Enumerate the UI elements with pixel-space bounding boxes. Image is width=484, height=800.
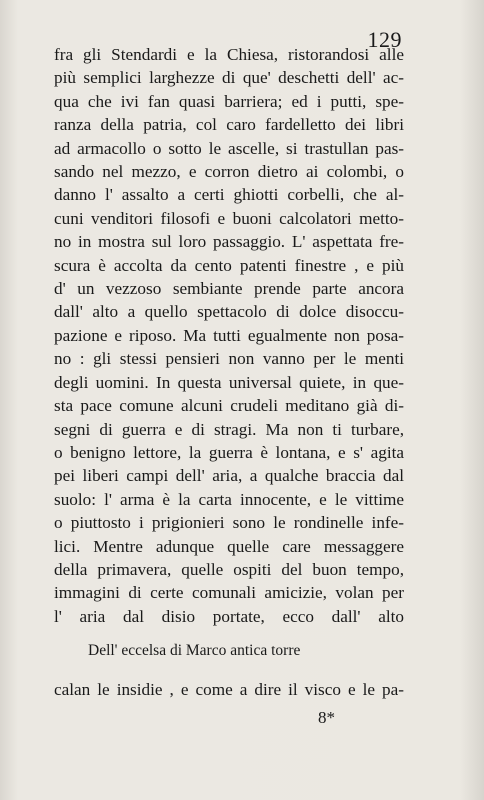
text-line: segni di guerra e di stragi. Ma non ti turbare,: [54, 419, 404, 439]
text-line: dall' alto a quello spettacolo di dolce disoccu-: [54, 302, 404, 322]
text-line: ad armacollo o sotto le ascelle, si trastullan pas-: [54, 138, 404, 158]
text-line: fra gli Stendardi e la Chiesa, ristorandosi alle: [54, 45, 404, 64]
text-line: ranza della patria, col caro fardelletto dei libri: [54, 115, 404, 135]
text-line: immagini di certe comunali amicizie, volan per: [54, 583, 404, 603]
signature-mark: 8*: [318, 708, 335, 727]
body-paragraph: [54, 43, 404, 628]
text-line: suolo: l' arma è la carta innocente, e le vittime: [54, 489, 404, 509]
text-line: danno l' assalto a certi ghiotti corbelli, che al-: [54, 185, 404, 205]
text-line: degli uomini. In questa universal quiete, in que-: [54, 372, 404, 392]
text-line: o benigno lettore, la guerra è lontana, e s' agita: [54, 442, 404, 462]
page-number: 129: [367, 27, 402, 52]
text-line: più semplici larghezze di que' deschetti dell' ac-: [54, 68, 404, 88]
text-line: o piuttosto i prigionieri sono le rondinelle infe-: [54, 513, 404, 533]
text-line: pazione e riposo. Ma tutti egualmente non posa-: [54, 325, 404, 345]
text-line: cuni venditori filosofi e buoni calcolatori metto-: [54, 208, 404, 228]
text-line: scura è accolta da cento patenti finestre , e più: [54, 255, 404, 275]
continuation-line: calan le insidie , e come a dire il visco e le pa-: [54, 680, 404, 699]
verse-quotation: Dell' eccelsa di Marco antica torre: [88, 642, 301, 659]
text-line: qua che ivi fan quasi barriera; ed i putti, spe-: [54, 91, 404, 111]
text-line: no : gli stessi pensieri non vanno per le menti: [54, 349, 404, 369]
text-line: sando nel mezzo, e corron dietro ai colombi, o: [54, 162, 404, 182]
text-line: della primavera, quelle ospiti del buon tempo,: [54, 559, 404, 579]
text-line: lici. Mentre adunque quelle care messaggere: [54, 536, 404, 556]
text-line: no in mostra sul loro passaggio. L' aspettata fre-: [54, 232, 404, 252]
text-line: pei liberi campi dell' aria, a qualche braccia dal: [54, 466, 404, 486]
text-line: l' aria dal disio portate, ecco dall' alto: [54, 606, 404, 626]
text-line: sta pace comune alcuni crudeli meditano già di-: [54, 396, 404, 416]
text-line: d' un vezzoso sembiante prende parte ancora: [54, 279, 404, 299]
